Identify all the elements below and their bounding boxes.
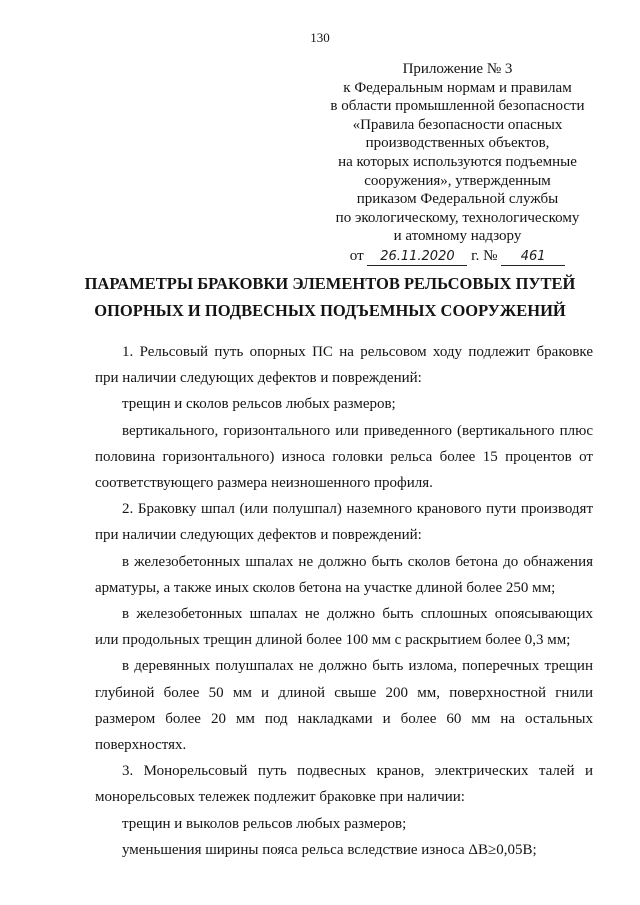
paragraph-8: 3. Монорельсовый путь подвесных кранов, электрических талей и монорельсовых тележек подлежит браковке при наличии:	[95, 763, 593, 806]
paragraph-2: трещин и сколов рельсов любых размеров;	[122, 396, 396, 413]
paragraph-4: 2. Браковку шпал (или полушпал) наземного кранового пути производят при наличии следующих дефектов и повреждений:	[95, 501, 593, 544]
paragraph-1: 1. Рельсовый путь опорных ПС на рельсовом ходу подлежит браковке при наличии следующих дефектов и повреждений:	[95, 344, 593, 387]
paragraph-7: в деревянных полушпалах не должно быть излома, поперечных трещин глубиной более 50 мм и длиной свыше 200 мм, поверхностной гнили размером более 20 мм под накладками и более 60 мм на остальных поверхностях.	[95, 658, 593, 754]
approval-line: по экологическому, технологическому	[335, 209, 580, 226]
approval-line: и атомному надзору	[393, 228, 522, 245]
approval-line: производственных объектов,	[365, 135, 550, 152]
paragraph-9: трещин и выколов рельсов любых размеров;	[122, 815, 407, 832]
approval-line: «Правила безопасности опасных	[352, 116, 563, 133]
approval-line: в области промышленной безопасности	[330, 98, 585, 115]
document-body	[95, 339, 593, 863]
approval-line: на которых используются подъемные	[338, 153, 577, 170]
wear-formula: ΔB≥0,05B;	[468, 841, 537, 858]
approval-line: приказом Федеральной службы	[356, 191, 559, 208]
approval-line: к Федеральным нормам и правилам	[343, 79, 572, 96]
handwritten-order-number: 461	[501, 249, 565, 266]
number-prefix: г. №	[471, 247, 498, 264]
approval-date-line	[300, 247, 615, 266]
date-prefix: от	[349, 247, 364, 264]
title-line-2: ОПОРНЫХ И ПОДВЕСНЫХ ПОДЪЕМНЫХ СООРУЖЕНИЙ	[94, 301, 566, 320]
paragraph-6: в железобетонных шпалах не должно быть сплошных опоясывающих или продольных трещин длиной более 100 мм с раскрытием более 0,3 мм;	[95, 606, 593, 649]
title-line-1: ПАРАМЕТРЫ БРАКОВКИ ЭЛЕМЕНТОВ РЕЛЬСОВЫХ ПУТЕЙ	[84, 274, 576, 293]
paragraph-5: в железобетонных шпалах не должно быть сколов бетона до обнажения арматуры, а также иных сколов бетона на участке длиной более 250 мм;	[95, 553, 593, 596]
paragraph-10-text: уменьшения ширины пояса рельса вследствие износа	[122, 841, 469, 858]
approval-line: сооружения», утвержденным	[364, 172, 551, 189]
approval-line: Приложение № 3	[402, 61, 513, 77]
approval-block	[300, 60, 615, 266]
paragraph-3: вертикального, горизонтального или приведенного (вертикального плюс половина горизонтального) износа головки рельса более 15 процентов от соответствующего размера неизношенного профиля.	[95, 422, 593, 492]
page-number: 130	[310, 30, 330, 45]
handwritten-date: 26.11.2020	[367, 249, 467, 266]
paragraph-10	[95, 837, 593, 863]
document-title	[60, 270, 600, 324]
